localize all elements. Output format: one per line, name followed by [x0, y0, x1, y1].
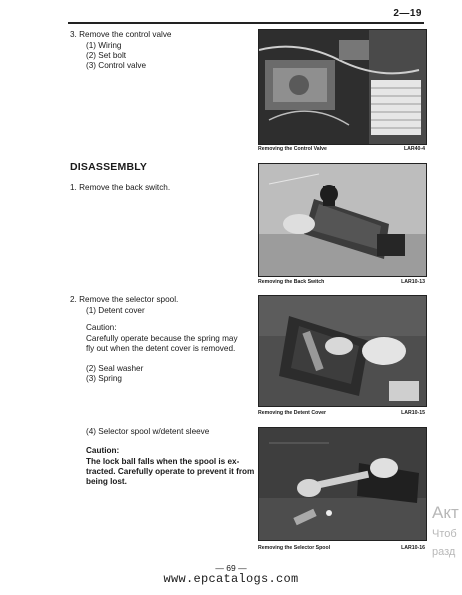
photo-control-valve	[258, 29, 427, 145]
disassembly-step-1: 1. Remove the back switch.	[70, 183, 171, 192]
photo-4-caption	[258, 545, 425, 552]
photo-3-caption	[258, 410, 425, 417]
photo-1-caption	[258, 146, 425, 153]
header-rule	[68, 22, 424, 24]
disassembly-step-2-title: 2. Remove the selector spool.	[70, 295, 179, 304]
caution-2-line-2: tracted. Carefully operate to prevent it from	[86, 467, 255, 476]
page-number: — 69 —	[215, 563, 247, 573]
step-3-title: 3. Remove the control valve	[70, 30, 172, 39]
photo-selector-spool	[258, 427, 427, 541]
step-2-item-spring: (3) Spring	[86, 374, 122, 383]
caution-2-line-1: The lock ball falls when the spool is ex-	[86, 457, 240, 466]
page-header-number: 2—19	[393, 8, 422, 19]
photo-4-caption-text: Removing the Selector Spool	[258, 545, 331, 551]
photo-back-switch	[258, 163, 427, 277]
step-3-item-control-valve: (3) Control valve	[86, 61, 147, 70]
photo-detent-cover	[258, 295, 427, 407]
photo-2-caption	[258, 279, 425, 286]
caution-1-label: Caution:	[86, 323, 117, 332]
step-3-item-wiring: (1) Wiring	[86, 41, 122, 50]
overlay-line-2: Чтоб	[432, 528, 457, 540]
caution-2-label: Caution:	[86, 446, 120, 455]
step-3-item-set-bolt: (2) Set bolt	[86, 51, 127, 60]
photo-1-caption-text: Removing the Control Valve	[258, 146, 327, 152]
overlay-line-3: разд	[432, 546, 456, 558]
website-link[interactable]: www.epcatalogs.com	[163, 572, 299, 586]
photo-2-caption-text: Removing the Back Switch	[258, 279, 325, 285]
photo-1-caption-code: LAR40-4	[403, 146, 425, 152]
photo-2-caption-code: LAR10-13	[401, 279, 425, 285]
overlay-line-1: Акт	[432, 503, 459, 522]
photo-3-caption-code: LAR10-15	[401, 410, 425, 416]
caution-1-line-2: fly out when the detent cover is removed.	[86, 344, 236, 353]
step-2-item-selector-spool: (4) Selector spool w/detent sleeve	[86, 427, 210, 436]
caution-1-line-1: Carefully operate because the spring may	[86, 334, 238, 343]
step-2-item-detent-cover: (1) Detent cover	[86, 306, 145, 315]
photo-3-caption-text: Removing the Detent Cover	[258, 410, 327, 416]
disassembly-heading: DISASSEMBLY	[70, 161, 148, 173]
photo-4-caption-code: LAR10-16	[401, 545, 425, 551]
step-2-item-seal-washer: (2) Seal washer	[86, 364, 144, 373]
caution-2-line-3: being lost.	[86, 477, 127, 486]
